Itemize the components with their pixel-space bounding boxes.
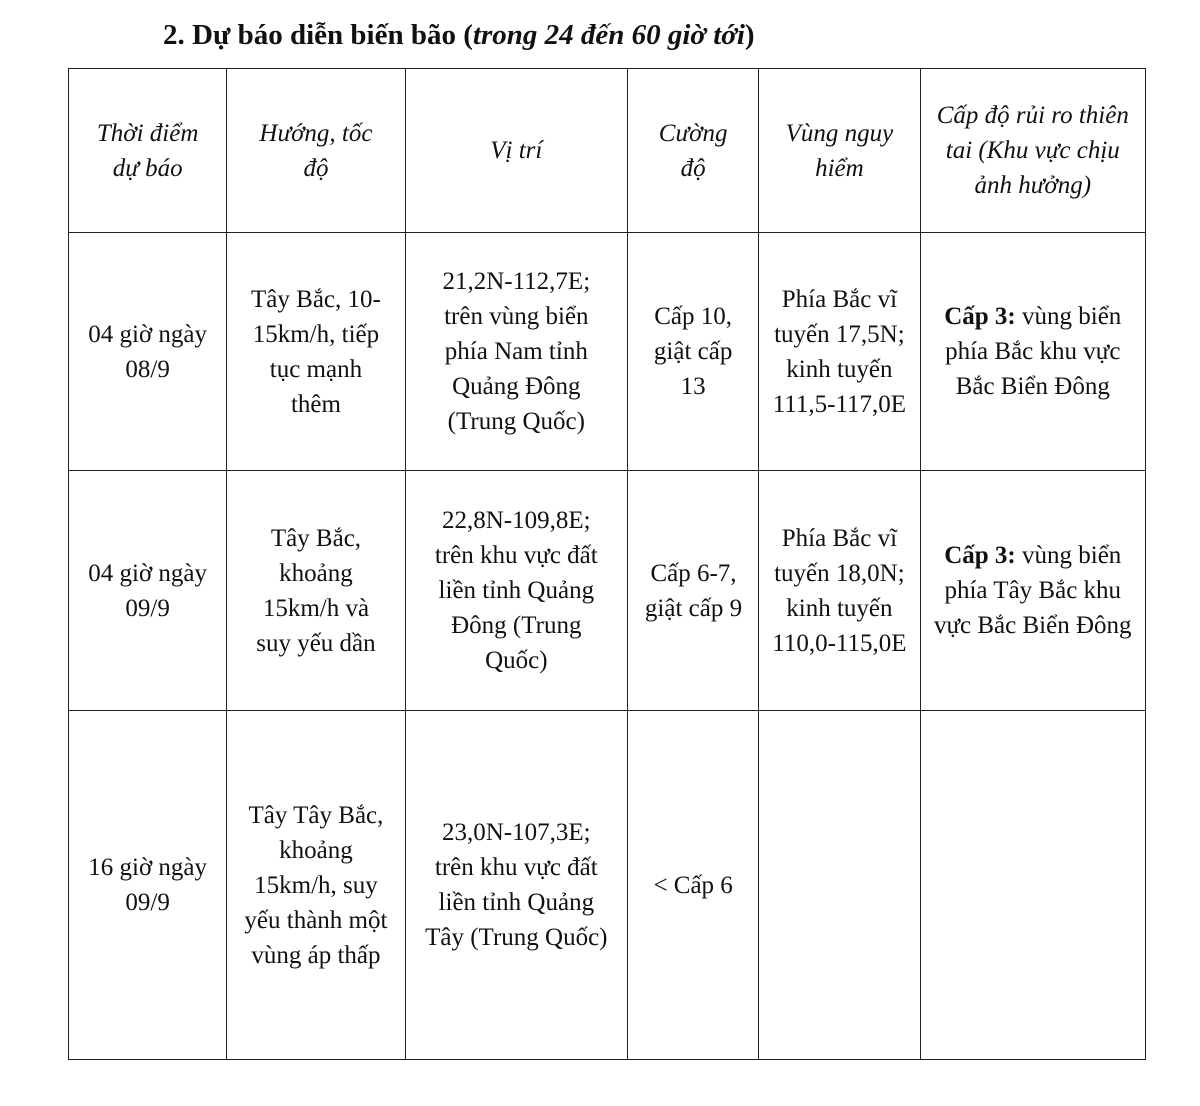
cell-position-text: 23,0N-107,3E; trên khu vực đất liền tỉnh Quảng Tây (Trung Quốc) [425,819,608,951]
cell-danger-zone [759,711,920,1060]
cell-intensity-text: Cấp 6-7, giật cấp 9 [644,559,743,622]
cell-direction [227,233,405,471]
cell-time-text: 16 giờ ngày 09/9 [88,854,208,916]
header-intensity [628,69,759,233]
cell-time-text: 04 giờ ngày 09/9 [88,559,208,622]
section-title [163,18,755,53]
cell-danger-zone-text: Phía Bắc vĩ tuyến 18,0N; kinh tuyến 110,0-115,0E [772,524,907,657]
section-title-close: ) [744,19,755,51]
cell-position [405,233,627,471]
cell-direction-text: Tây Bắc, khoảng 15km/h và suy yếu dần [256,524,376,657]
header-direction [227,69,405,233]
risk-area-text: vùng biển phía Tây Bắc khu vực Bắc Biển Đông [933,542,1132,639]
header-position-label: Vị trí [490,137,543,164]
table-row [69,233,1146,471]
header-danger-zone-label: Vùng nguy hiểm [785,119,894,182]
table-row [69,711,1146,1060]
cell-position-text: 22,8N-109,8E; trên khu vực đất liền tỉnh Quảng Đông (Trung Quốc) [434,507,598,674]
header-risk-level [920,69,1145,233]
cell-intensity-text: < Cấp 6 [653,871,733,899]
cell-direction-text: Tây Bắc, 10-15km/h, tiếp tục mạnh thêm [251,285,381,418]
cell-risk-level [920,471,1145,711]
cell-intensity [628,233,759,471]
cell-danger-zone [759,471,920,711]
cell-time [69,233,227,471]
cell-time-text: 04 giờ ngày 08/9 [88,320,208,383]
section-title-main: 2. Dự báo diễn biến bão ( [163,19,473,51]
header-danger-zone [759,69,920,233]
cell-intensity [628,711,759,1060]
cell-intensity [628,471,759,711]
header-direction-label: Hướng, tốc độ [259,119,373,182]
risk-area-text: vùng biển phía Bắc khu vực Bắc Biển Đông [945,303,1122,400]
cell-risk-level [920,711,1145,1060]
header-time-label: Thời điểm dự báo [96,119,199,182]
cell-danger-zone [759,233,920,471]
cell-intensity-text: Cấp 10, giật cấp 13 [653,303,733,400]
cell-time [69,711,227,1060]
section-title-italic: trong 24 đến 60 giờ tới [472,19,745,51]
cell-time [69,471,227,711]
cell-position-text: 21,2N-112,7E; trên vùng biển phía Nam tỉnh Quảng Đông (Trung Quốc) [442,268,591,435]
storm-forecast-table [68,68,1146,1060]
cell-direction-text: Tây Tây Bắc, khoảng 15km/h, suy yếu thành một vùng áp thấp [244,801,388,969]
header-time [69,69,227,233]
cell-risk-level [920,233,1145,471]
cell-danger-zone-text: Phía Bắc vĩ tuyến 17,5N; kinh tuyến 111,5-117,0E [772,285,907,418]
header-position [405,69,627,233]
cell-position [405,711,627,1060]
header-intensity-label: Cường độ [658,119,728,182]
risk-level-label: Cấp 3: [944,542,1016,569]
risk-level-label: Cấp 3: [944,303,1016,330]
cell-position [405,471,627,711]
table-header-row [69,69,1146,233]
cell-direction [227,471,405,711]
table-row [69,471,1146,711]
cell-direction [227,711,405,1060]
header-risk-level-label: Cấp độ rủi ro thiên tai (Khu vực chịu ảnh hưởng) [936,102,1129,199]
